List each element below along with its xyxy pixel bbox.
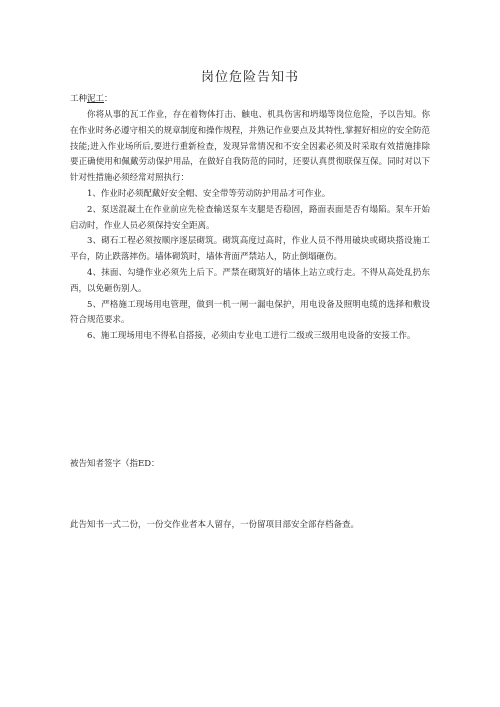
signature-line: 被告知者签字（指ED： [70, 459, 160, 469]
measure-item-3: 3、砌石工程必须按顺序逐层砌筑。砌筑高度过高时，作业人员不得用破块或砌块搭设施工平台，防止跌落摔伤。墙体砌筑时，墙体背面严禁站人，防止倒塌砸伤。 [70, 236, 430, 263]
measure-item-5: 5、严格施工现场用电管理，做到一机一闸一漏电保护，用电设备及照明电缆的选择和敷设符合规范要求。 [70, 299, 430, 326]
measure-item-1: 1、作业时必须配戴好安全帽、安全带等劳动防护用品才可作业。 [87, 188, 331, 199]
notice-body [70, 108, 430, 345]
measure-item-2: 2、泵送混凝土在作业前应先检查输送泵车支腿是否稳固，路面表面是否有塌陷。泵车开始启动时，作业人员必须保持安全距离。 [70, 204, 430, 231]
measure-item-4: 4、抹面、勾缝作业必须先上后下。严禁在砌筑好的墙体上站立或行走。不得从高处乱扔东西，以免砸伤别人。 [70, 267, 430, 294]
worker-type-line [70, 92, 113, 104]
measure-item-6: 6、施工现场用电不得私自搭接，必须由专业电工进行二级或三级用电设备的安接工作。 [87, 331, 416, 342]
worker-type-value: 泥工 [87, 94, 105, 104]
footer-note: 此告知书一式二份，一份交作业者本人留存，一份留项目部安全部存档备查。 [70, 520, 360, 530]
worker-type-label: 工种 [70, 94, 88, 104]
worker-type-colon: ： [104, 94, 113, 104]
intro-paragraph: 你将从事的瓦工作业，存在着物体打击、触电、机具伤害和坍塌等岗位危险，予以告知。你在作业时务必遵守相关的规章制度和操作规程，并熟记作业要点及其特性,掌握好相应的安全防范技能;进入作业场所后,要进行重新检查，发现异常情况和不安全因素必须及时采取有效措施排除 要正确使用和佩戴劳动保护用品，在做好自我防范的同时，还要认真贯彻联保互保。同时对以下针对性措施必须经常对照执行： [70, 110, 430, 184]
document-title: 岗位危险告知书 [200, 70, 299, 85]
